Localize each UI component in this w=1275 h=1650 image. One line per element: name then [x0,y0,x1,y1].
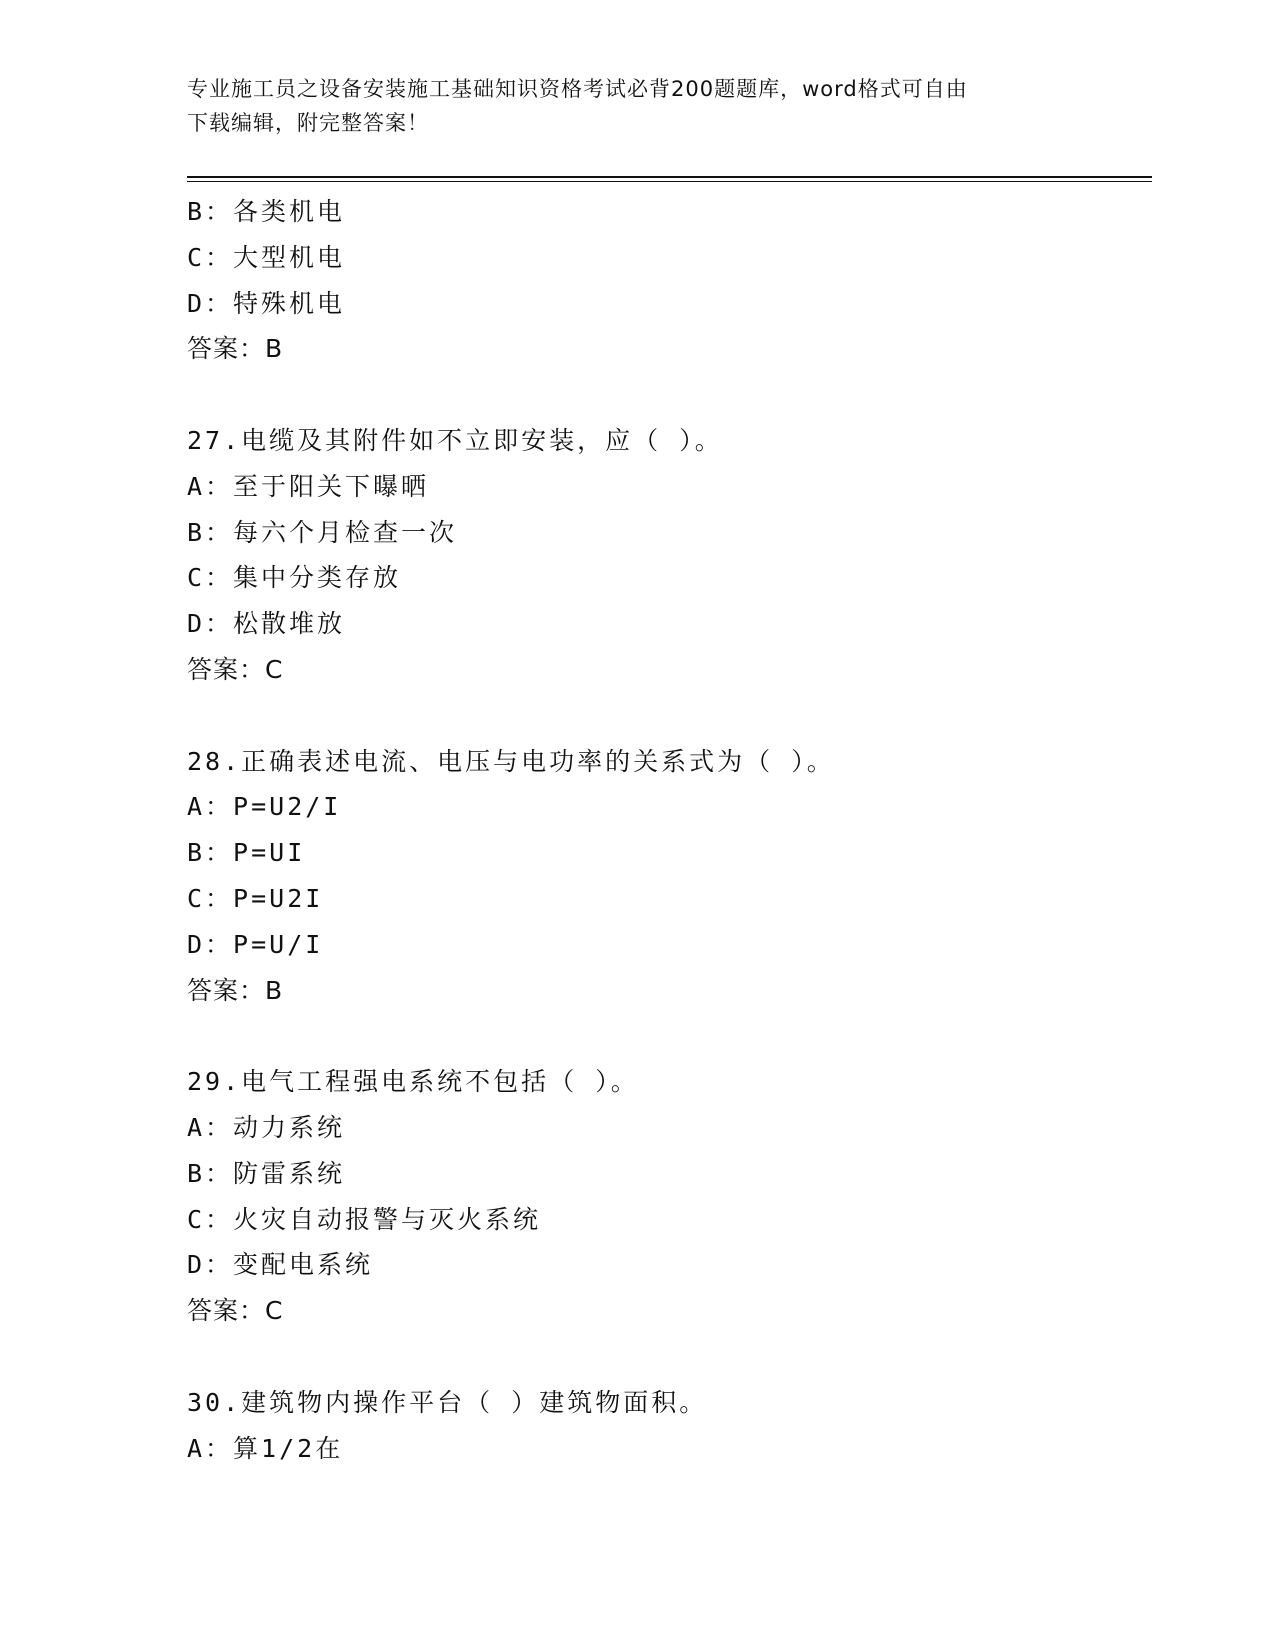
option-c: C：P=U2I [187,883,324,913]
answer-line: 答案：B [187,334,284,364]
answer-line: 答案：B [187,975,284,1005]
question-block-30 [187,1380,1147,1472]
question-text: 28.正确表述电流、电压与电功率的关系式为（ ）。 [187,746,835,776]
header-rule-thick [187,176,1152,178]
option-d: D：特殊机电 [187,288,346,318]
header-line-1: 专业施工员之设备安装施工基础知识资格考试必背200题题库，word格式可自由 [187,77,968,101]
option-b: B：各类机电 [187,197,346,226]
answer-line: 答案：C [187,1296,284,1326]
option-c: C：火灾自动报警与灭火系统 [187,1204,542,1234]
option-b: B：P=UI [187,838,306,868]
question-block-28 [187,739,1147,1014]
document-header [187,72,1087,140]
question-text: 30.建筑物内操作平台（ ）建筑物面积。 [187,1387,708,1417]
question-list [187,189,1147,1471]
option-d: D：松散堆放 [187,609,346,639]
option-c: C：大型机电 [187,242,346,272]
question-text: 27.电缆及其附件如不立即安装，应（ ）。 [187,425,723,455]
question-text: 29.电气工程强电系统不包括（ ）。 [187,1067,639,1097]
option-a: A：算1/2在 [187,1433,344,1463]
header-rule-thin [187,181,1152,182]
option-b: B：每六个月检查一次 [187,517,458,547]
option-a: A：动力系统 [187,1112,346,1142]
header-line-2: 下载编辑，附完整答案！ [187,111,429,135]
option-a: A：至于阳关下曝晒 [187,471,430,501]
question-block-29 [187,1059,1147,1334]
option-c: C：集中分类存放 [187,563,402,593]
answer-line: 答案：C [187,654,284,684]
option-d: D：P=U/I [187,929,324,959]
question-block-27 [187,418,1147,693]
option-d: D：变配电系统 [187,1250,374,1280]
option-b: B：防雷系统 [187,1158,346,1188]
option-a: A：P=U2/I [187,792,342,822]
question-block-26 [187,189,1147,372]
